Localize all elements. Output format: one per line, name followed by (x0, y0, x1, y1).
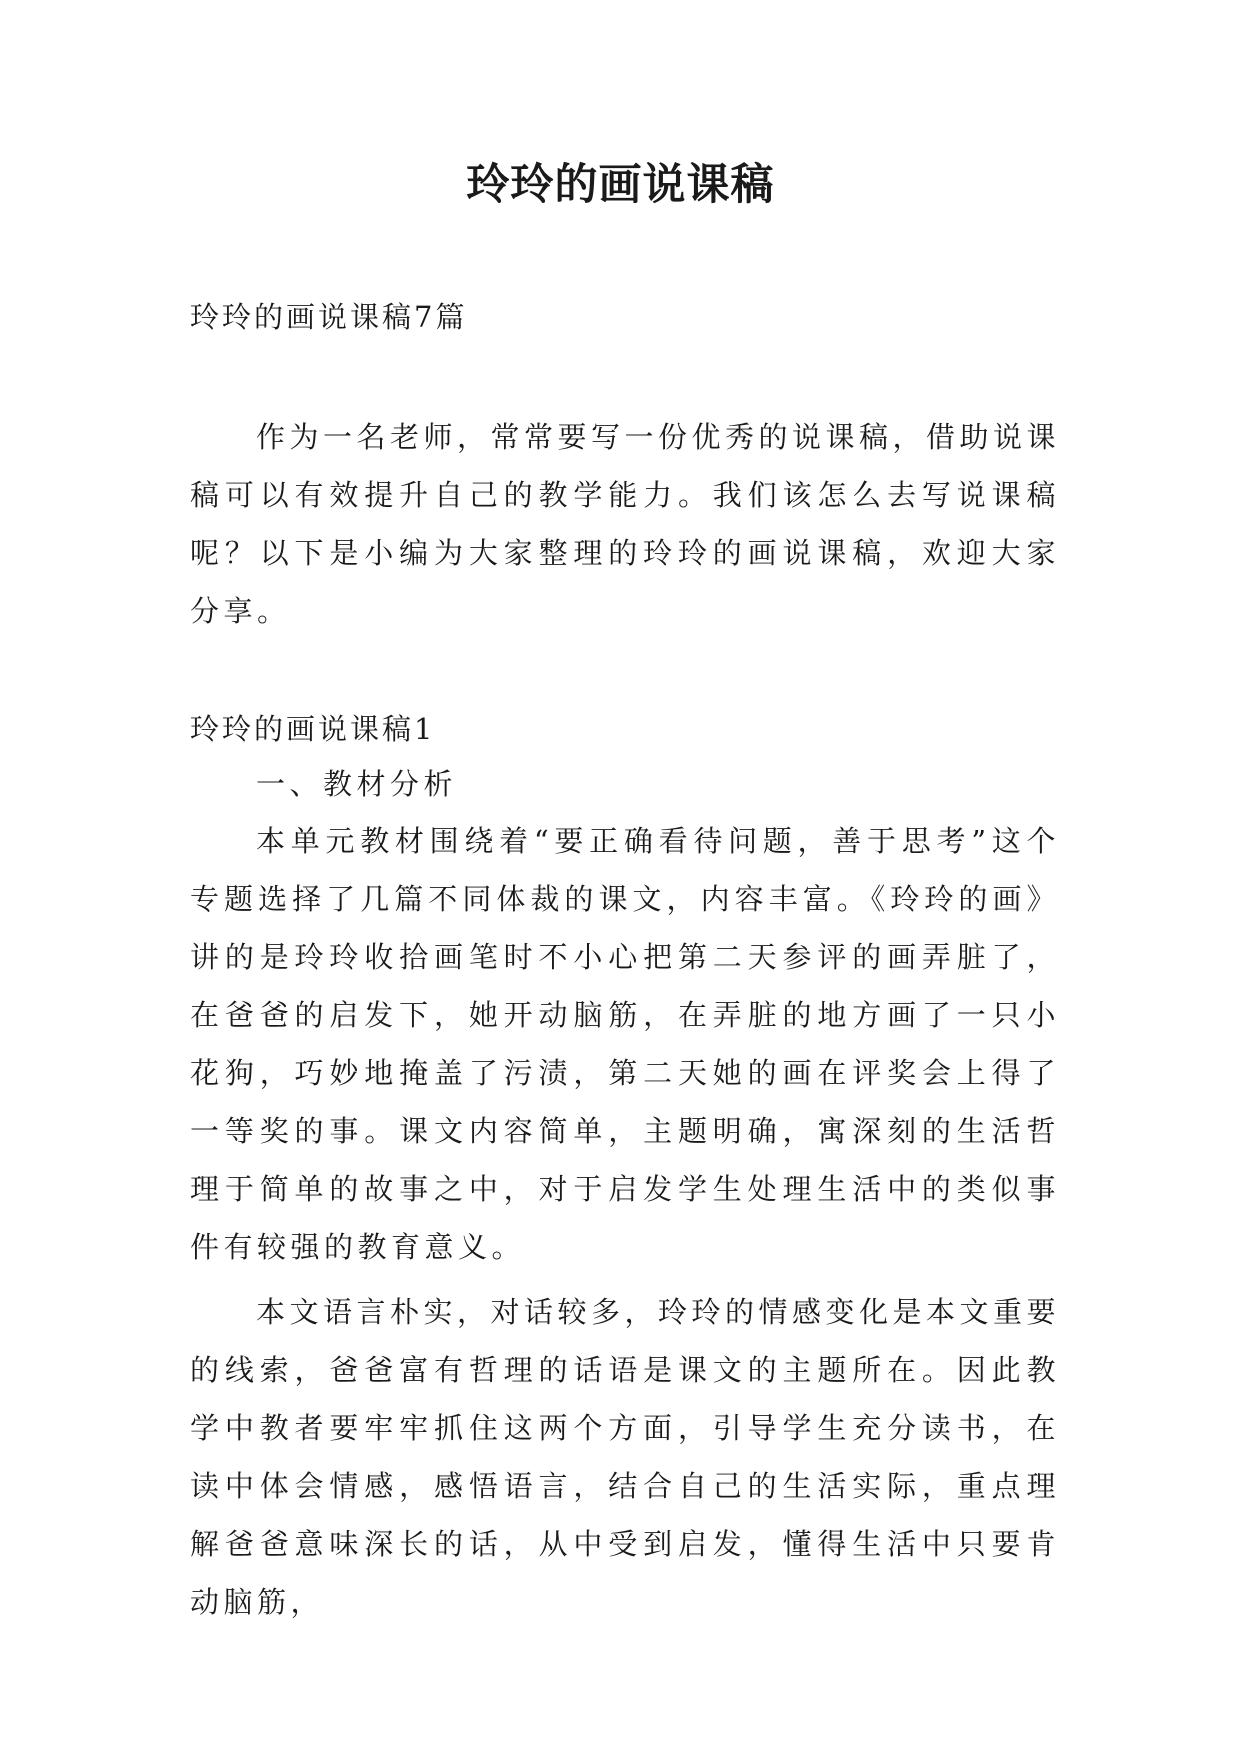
intro-paragraph: 作为一名老师，常常要写一份优秀的说课稿，借助说课稿可以有效提升自己的教学能力。我们该怎么去写说课稿呢？以下是小编为大家整理的玲玲的画说课稿，欢迎大家分享。 (190, 420, 1061, 628)
item-heading: 一、教材分析 (256, 767, 458, 801)
document-subtitle: 玲玲的画说课稿7篇 (190, 300, 468, 334)
document-title: 玲玲的画说课稿 (466, 160, 775, 210)
body-paragraph: 本单元教材围绕着“要正确看待问题，善于思考”这个专题选择了几篇不同体裁的课文，内容丰富。《玲玲的画》讲的是玲玲收拾画笔时不小心把第二天参评的画弄脏了，在爸爸的启发下，她开动脑筋，在弄脏的地方画了一只小花狗，巧妙地掩盖了污渍，第二天她的画在评奖会上得了一等奖的事。课文内容简单，主题明确，寓深刻的生活哲理于简单的故事之中，对于启发学生处理生活中的类似事件有较强的教育意义。 (190, 824, 1060, 1264)
body-paragraph: 本文语言朴实，对话较多，玲玲的情感变化是本文重要的线索，爸爸富有哲理的话语是课文的主题所在。因此教学中教者要牢牢抓住这两个方面，引导学生充分读书，在读中体会情感，感悟语言，结合自己的生活实际，重点理解爸爸意味深长的话，从中受到启发，懂得生活中只要肯动脑筋， (190, 1295, 1061, 1619)
section-heading: 玲玲的画说课稿1 (190, 712, 436, 746)
